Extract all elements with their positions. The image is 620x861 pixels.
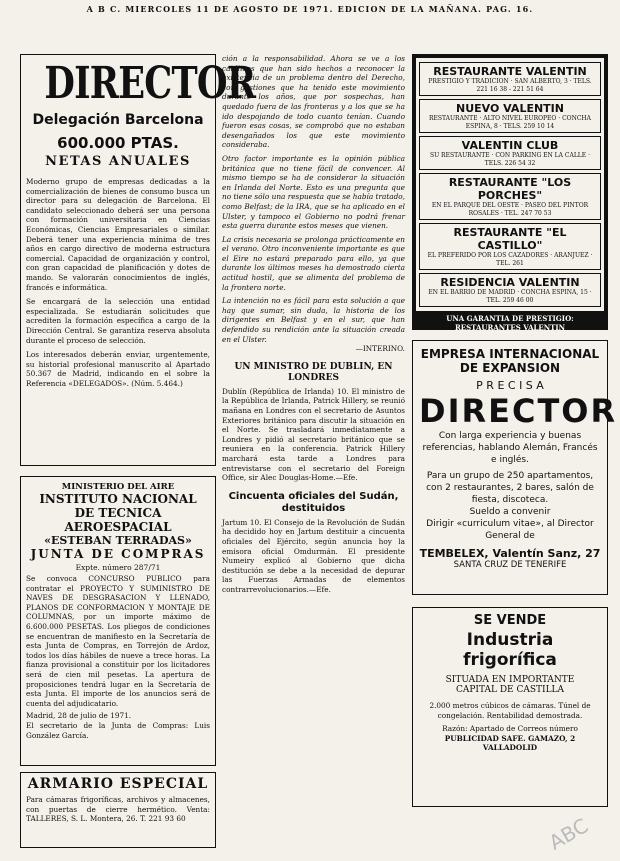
- ministerio-line1: MINISTERIO DEL AIRE: [61, 482, 175, 492]
- empresa-line3: P R E C I S A: [476, 379, 544, 392]
- ministerio-line4: «ESTEBAN TERRADAS»: [44, 534, 192, 547]
- valentin-item-sub: RESTAURANTE · ALTO NIVEL EUROPEO · CONCHA ESPINA, 8 · TELS. 259 10 14: [428, 115, 591, 130]
- valentin-item-name: VALENTIN CLUB: [461, 139, 559, 152]
- director-ad-contact: Los interesados deberán enviar, urgentemente, su historial profesional manuscrito al Apartado 50.367 de Madrid, indicando en el sobre la Referencia «DELEGADOS». (Núm. 5.464.): [26, 350, 210, 388]
- valentin-item: [419, 273, 601, 307]
- vende-body: 2.000 metros cúbicos de cámaras. Túnel de congelación. Rentabilidad demostrada.: [429, 701, 591, 720]
- empresa-p1: Con larga experiencia y buenas referencias, hablando Alemán, Francés e inglés.: [422, 431, 598, 465]
- valentin-item: [419, 223, 601, 270]
- empresa-title: DIRECTOR: [419, 392, 618, 430]
- valentin-item: [419, 136, 601, 170]
- valentin-item-sub: EL PREFERIDO POR LOS CAZADORES · ARANJUEZ · TEL. 261: [427, 252, 593, 267]
- director-ad-salary-note: NETAS ANUALES: [45, 154, 191, 169]
- ministerio-line3: DE TECNICA AEROESPACIAL: [64, 506, 172, 534]
- valentin-item: [419, 99, 601, 133]
- valentin-ad: [412, 54, 608, 330]
- empresa-line1: EMPRESA INTERNACIONAL: [420, 347, 600, 361]
- watermark: ABC: [544, 813, 593, 855]
- valentin-item-name: RESTAURANTE "LOS PORCHES": [448, 176, 572, 202]
- empresa-p4: Dirigir «curriculum vitae», al Director General de: [426, 519, 594, 541]
- vende-contact2: PUBLICIDAD SAFE. GAMAZO, 2: [444, 733, 576, 743]
- article-body-2: Otro factor importante es la opinión pública británica que no tiene fácil de convencer. Al mismo tiempo se ha de considerar la situación en Irlanda del Norte. Esto es una pregunta que no tiene sólo una respuesta que se había tratado, como Belfast; de la IRA, que se ha aplicado en el Ulster, y tampoco el Gobierno no podrá frenar esta guerra durante estos meses que vienen.: [222, 153, 405, 231]
- vende-loc1: SITUADA EN IMPORTANTE: [445, 675, 575, 685]
- vende-contact3: VALLADOLID: [482, 743, 538, 753]
- empresa-line2: DE EXPANSION: [459, 361, 561, 375]
- armario-body: Para cámaras frigoríficas, archivos y almacenes, con puertas de cierre hermético. Venta: TALLERES, S. L. Montera, 26. T. 221 93 60: [26, 795, 210, 824]
- director-ad-note: Se encargará de la selección una entidad especializada. Se estudiarán solicitudes que acrediten la formación específica a cargo de la Dirección Central. Se garantiza reserva absoluta durante el proceso de selección.: [26, 297, 210, 345]
- vende-name: Industria frigorífica: [463, 630, 557, 670]
- left-column: [20, 54, 256, 854]
- valentin-item-sub: EN EL BARRIO DE MADRID · CONCHA ESPINA, 15 · TEL. 259 46 00: [428, 289, 592, 304]
- ministerio-expediente: Expte. número 287/71: [75, 563, 161, 572]
- director-ad-title: DIRECTOR: [44, 58, 256, 109]
- vende-ad: [412, 607, 608, 807]
- empresa-ad: [412, 340, 618, 595]
- empresa-p2: Para un grupo de 250 apartamentos, con 2 restaurantes, 2 bares, salón de fiesta, discoteca.: [426, 471, 594, 505]
- valentin-footer: UNA GARANTIA DE PRESTIGIO: RESTAURANTES VALENTIN: [446, 314, 574, 332]
- director-ad-subtitle: Delegación Barcelona: [32, 112, 204, 128]
- page-header: A B C. MIERCOLES 11 DE AGOSTO DE 1971. EDICION DE LA MAÑANA. PAG. 16.: [86, 4, 534, 14]
- valentin-item-sub: SU RESTAURANTE · CON PARKING EN LA CALLE · TELS. 226 54 32: [429, 152, 590, 167]
- ministerio-line2: INSTITUTO NACIONAL: [39, 492, 197, 506]
- empresa-p3: Sueldo a convenir: [469, 507, 551, 517]
- empresa-city: SANTA CRUZ DE TENERIFE: [453, 560, 567, 570]
- armario-title: ARMARIO ESPECIAL: [27, 776, 209, 792]
- ministerio-body: Se convoca CONCURSO PUBLICO para contratar el PROYECTO Y SUMINISTRO DE NAVES DE DESGRASACION Y LLENADO, PLANOS DE CONFORMACION Y MONTAJE DE COLUMNAS, por un importe máximo de 6.600.000 PESETAS. Los pliegos de condiciones se encuentran de manifiesto en la Secretaría de esta Junta de Compras, en Torrejón de Ardoz, todos los días hábiles de nueve a trece horas. La fianza provisional a constituir por los licitadores será de cien mil pesetas. La apertura de proposiciones tendrá lugar en la Secretaría de esta Junta. El importe de los anuncios será de cuenta del adjudicatario.: [26, 574, 210, 708]
- ministerio-ad: [20, 476, 216, 766]
- valentin-item-sub: PRESTIGIO Y TRADICION · SAN ALBERTO, 3 · TELS. 221 16 38 - 221 51 64: [428, 78, 592, 93]
- valentin-item: [419, 173, 601, 220]
- sub2-title: Cincuenta oficiales del Sudán, destituidos: [228, 490, 399, 514]
- vende-title: SE VENDE: [473, 613, 547, 628]
- valentin-item-name: RESTAURANTE VALENTIN: [433, 65, 587, 78]
- valentin-item: [419, 62, 601, 96]
- article-body-1: ción a la responsabilidad. Ahora se ve a los católicos que han sido hechos a reconocer la existencia de un problema dentro del Derecho, con gestiones que ha tenido este movimiento durante los años, que por sospechas, han quedado fuera de las fronteras y a los que se ha ido despojando de todo cuanto tenían. Cuando fueron esas cosas, se comprobó que no estaban desengañados los que este movimiento consideraba.: [222, 54, 405, 150]
- valentin-item-name: NUEVO VALENTIN: [456, 102, 564, 115]
- right-column: [412, 54, 618, 854]
- ministerio-date: Madrid, 28 de julio de 1971.: [26, 711, 132, 721]
- armario-ad: [20, 772, 216, 848]
- director-ad: [20, 54, 256, 466]
- director-ad-body: Moderno grupo de empresas dedicadas a la comercialización de bienes de consumo busca un director para su delegación de Barcelona. El candidato seleccionado deberá ser una persona con formación universitaria en Ciencias Económicas, Ciencias Empresariales o similar. Deberá tener una experiencia mínima de tres años en cargo directivo de moderna estructura comercial. Capacidad de organización y control, con gran capacidad de planificación y dotes de mando. Se valorarán conocimientos de inglés, francés e informática.: [26, 177, 210, 292]
- article-signoff: —INTERINO.: [355, 344, 405, 354]
- valentin-list: [416, 58, 604, 311]
- sub2-body: Jartum 10. El Consejo de la Revolución de Sudán ha decidido hoy en Jartum destituir a cincuenta oficiales del Ejército, según anuncia hoy la emisora oficial Omdurmán. El presidente Numeiry explicó al Gobierno que dicha destitución se debe a la necesidad de depurar las Fuerzas Armadas de elementos contrarrevolucionarios.—Efe.: [222, 517, 405, 594]
- valentin-item-sub: EN EL PARQUE DEL OESTE · PASEO DEL PINTOR ROSALES · TEL. 247 70 53: [431, 202, 589, 217]
- sub1-body: Dublín (República de Irlanda) 10. El ministro de la República de Irlanda, Patrick Hillery, se reunió mañana en Londres con el secretario de Asuntos Exteriores británico para discutir la situación en el Norte. Se trasladará inmediatamente a Londres y pidió al secretario británico que se reuniera en la conferencia. Patrick Hillery marchará esta tarde a Londres para entrevistarse con el secretario del Foreign Office, sir Alec Douglas-Home.—Efe.: [222, 386, 405, 483]
- middle-column: [222, 54, 405, 854]
- valentin-item-name: RESTAURANTE "EL CASTILLO": [453, 226, 567, 252]
- valentin-item-name: RESIDENCIA VALENTIN: [440, 276, 580, 289]
- sub1-title: UN MINISTRO DE DUBLIN, EN LONDRES: [234, 361, 393, 383]
- vende-loc2: CAPITAL DE CASTILLA: [455, 685, 565, 695]
- ministerio-signature: El secretario de la Junta de Compras: Luis González García.: [26, 720, 210, 740]
- ministerio-line5: JUNTA DE COMPRAS: [30, 547, 206, 561]
- director-ad-salary: 600.000 PTAS.: [57, 134, 179, 152]
- article-body-3: La crisis necesaria se prolonga prácticamente en el verano. Otro inconveniente importante es que el Eire no estará preparado para ello, ya que durante los últimos meses ha demostrado cierta actitud hostil, que se alimenta del problema de la frontera norte.: [222, 234, 405, 292]
- vende-contact1: Razón: Apartado de Correos número: [442, 724, 578, 734]
- empresa-company: TEMBELEX, Valentín Sanz, 27: [419, 547, 601, 560]
- article-body-4: La intención no es fácil para esta solución a que hay que sumar, sin duda, la historia de los dirigentes en Belfast y en el sur, que han defendido su rendición ante la situación creada en el Ulster.: [222, 296, 405, 344]
